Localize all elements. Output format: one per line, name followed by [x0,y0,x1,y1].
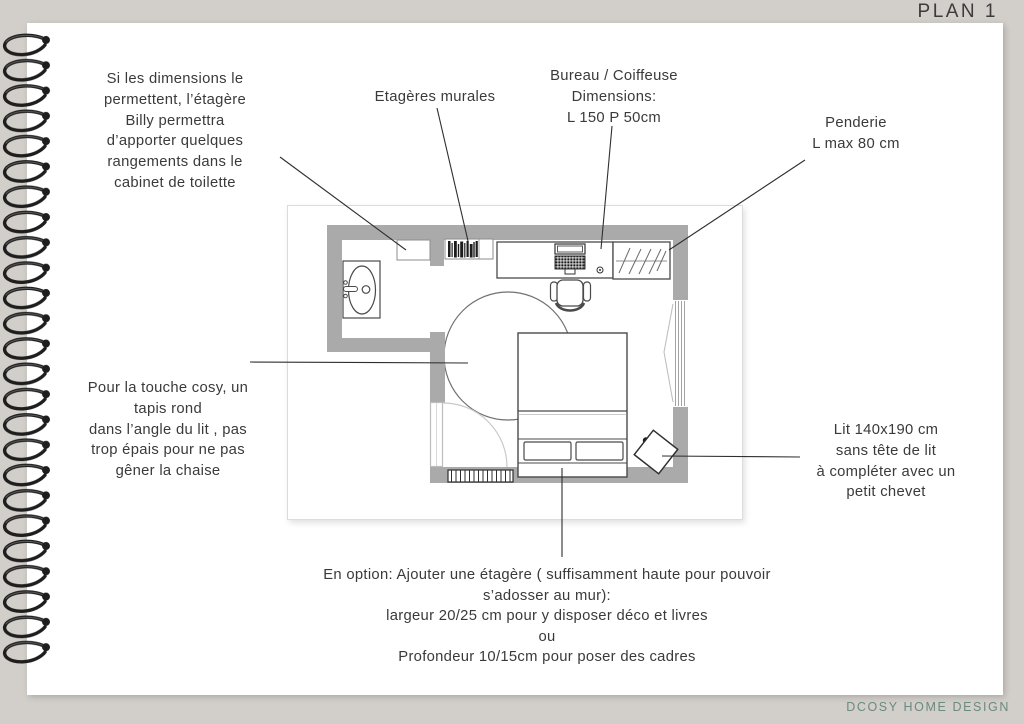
note-line: sans tête de lit [835,442,937,459]
note-option [289,565,805,668]
note-line: Lit 140x190 cm [833,422,939,438]
page-title: PLAN 1 [917,1,998,22]
note-line: cabinet de toilette [114,174,236,191]
note-lit [797,420,975,503]
note-line: En option: Ajouter une étagère ( suffisamment haute pour pouvoir [323,567,771,583]
note-line: Profondeur 10/15cm pour poser des cadres [398,649,696,666]
note-line: Pour la touche cosy, un [87,380,249,396]
note-line: L 150 P 50cm [566,109,662,126]
note-line: Billy permettra [125,112,225,129]
note-shelves [365,87,505,108]
note-rug [66,378,270,482]
note-line: petit chevet [846,484,926,501]
note-line: s’adosser au mur): [483,587,611,604]
note-line: largeur 20/25 cm pour y disposer déco et livres [386,608,708,625]
note-line: à compléter avec un [816,463,956,480]
note-penderie [791,113,921,155]
note-line: Si les dimensions le [106,71,244,87]
note-line: trop épais pour ne pas [91,442,245,459]
note-line: Dimensions: [571,88,657,105]
note-line: tapis rond [134,400,202,417]
note-line: L max 80 cm [812,135,900,152]
note-line: permettent, l’étagère [103,91,246,108]
note-line: Penderie [825,115,887,131]
note-line: Bureau / Coiffeuse [550,68,678,84]
note-cabinet [73,69,277,194]
note-line: Etagères murales [374,89,496,105]
floorplan-card [287,205,743,520]
note-line: d’apporter quelques [106,133,244,150]
note-line: rangements dans le [107,154,243,171]
note-line: gêner la chaise [115,463,221,480]
note-line: ou [538,628,556,645]
note-bureau [534,66,694,128]
brand-footer: DCOSY HOME DESIGN [846,700,1010,714]
note-line: dans l’angle du lit , pas [88,421,248,438]
